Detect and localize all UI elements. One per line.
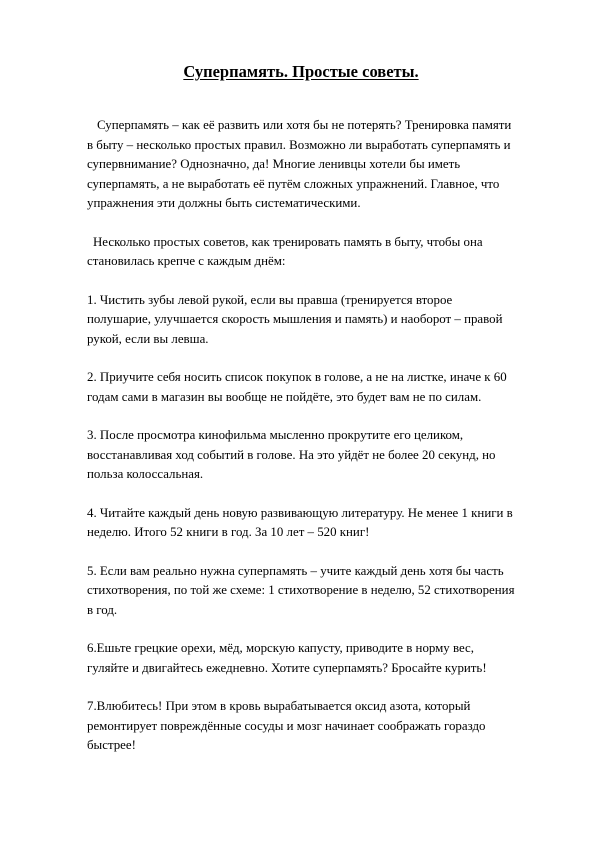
tip-item-6: 6.Ешьте грецкие орехи, мёд, морскую капусту, приводите в норму вес, гуляйте и двигайтесь ежедневно. Хотите суперпамять? Бросайте курить! [87,641,487,675]
document-body [87,116,515,756]
tip-item-2: 2. Приучите себя носить список покупок в голове, а не на листке, иначе к 60 годам сами в магазин вы вообще не пойдёте, это будет вам не по силам. [87,370,507,404]
intro-paragraph: Суперпамять – как её развить или хотя бы не потерять? Тренировка памяти в быту – несколько простых правил. Возможно ли выработать суперпамять и супервнимание? Однозначно, да! Многие ленивцы хотели бы иметь суперпамять, а не выработать её путём сложных упражнений. Главное, что упражнения эти должны быть систематическими. [87,118,512,210]
tip-item-4: 4. Читайте каждый день новую развивающую литературу. Не менее 1 книги в неделю. Итого 52 книги в год. За 10 лет – 520 книг! [87,505,513,539]
tip-item-7: 7.Влюбитесь! При этом в кровь вырабатывается оксид азота, который ремонтирует повреждённые сосуды и мозг начинает соображать гораздо быстрее! [87,699,486,752]
tip-item-5: 5. Если вам реально нужна суперпамять – учите каждый день хотя бы часть стихотворения, по той же схеме: 1 стихотворение в неделю, 52 стихотворения в год. [87,563,515,617]
document-title: Суперпамять. Простые советы. [183,62,419,81]
tip-item-3: 3. После просмотра кинофильма мысленно прокрутите его целиком, восстанавливая ход событий в голове. На это уйдёт не более 20 секунд, но польза колоссальная. [87,428,496,481]
tip-item-1: 1. Чистить зубы левой рукой, если вы правша (тренируется второе полушарие, улучшается скорость мышления и память) и наоборот – правой рукой, если вы левша. [87,292,503,346]
tips-intro-paragraph: Несколько простых советов, как тренировать память в быту, чтобы она становилась крепче с каждым днём: [87,234,483,268]
